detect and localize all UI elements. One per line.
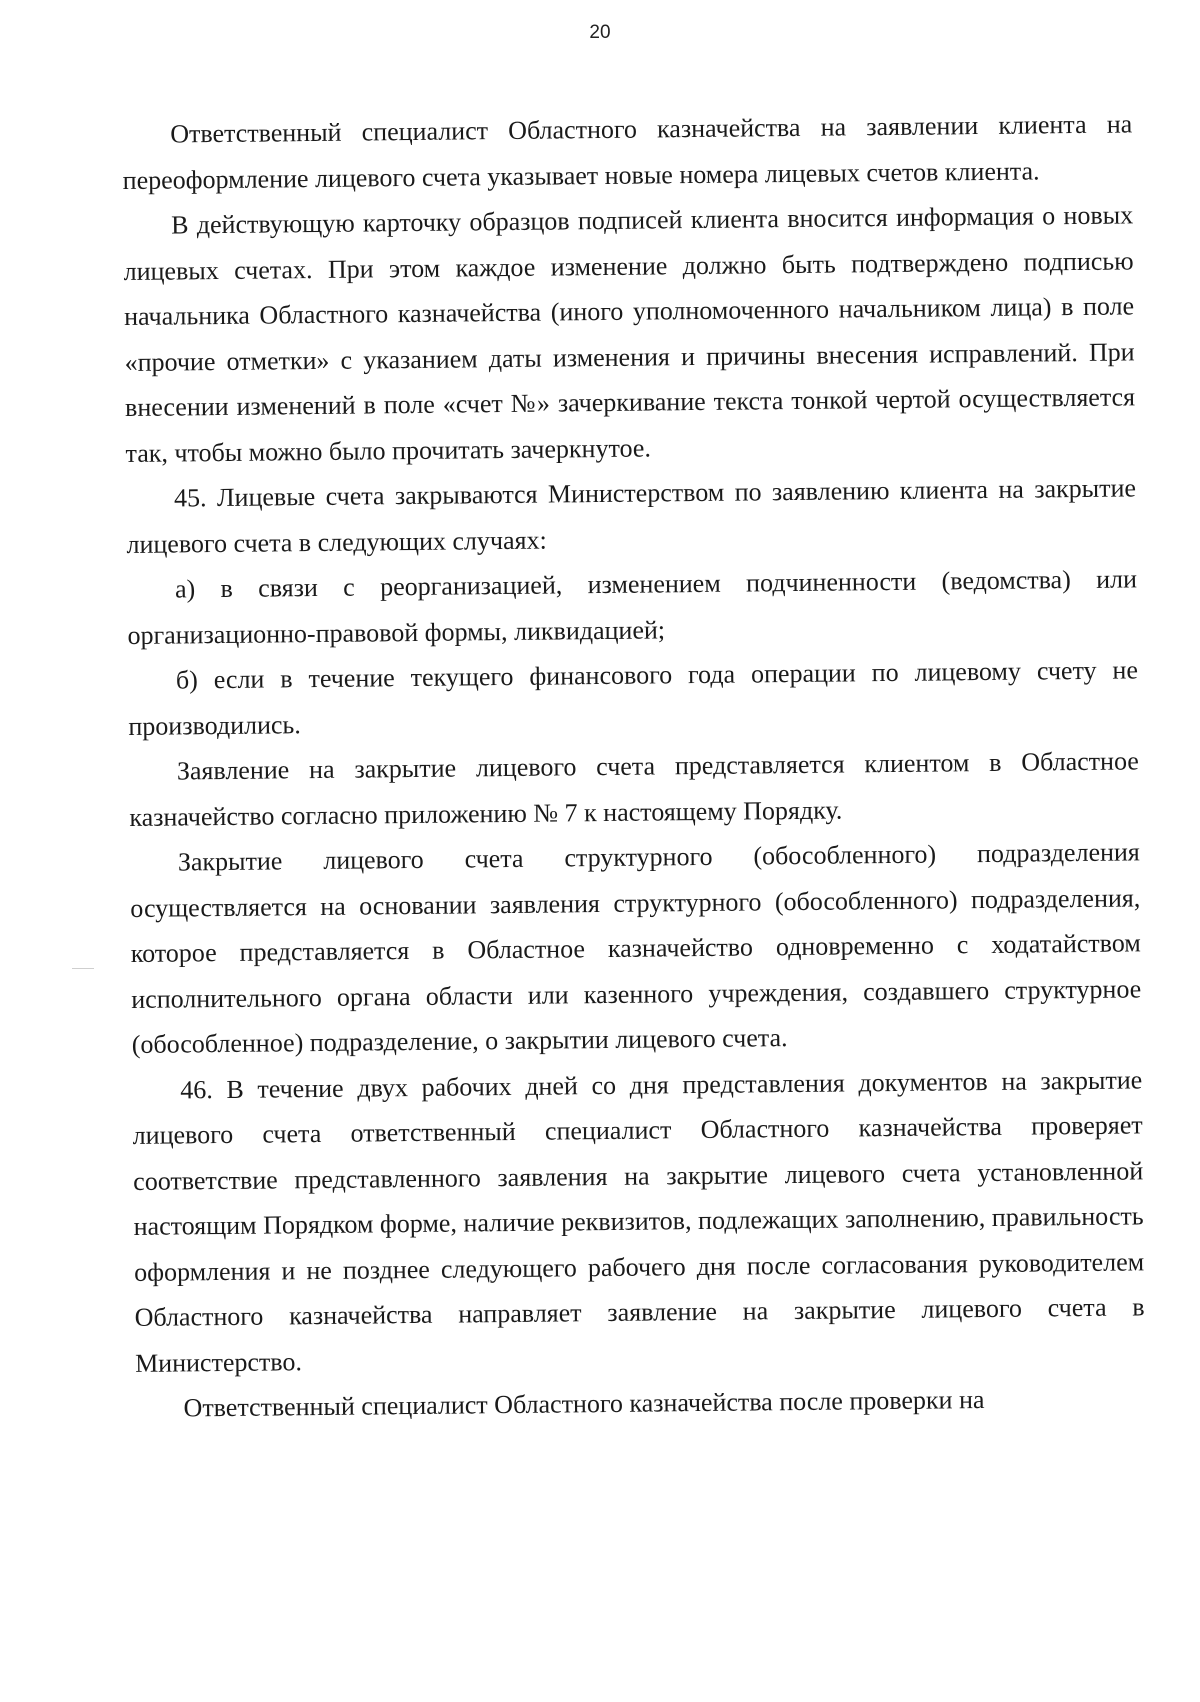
paragraph-signature-card: В действующую карточку образцов подписей клиента вносится информация о новых лицевых счетах. При этом каждое изменение должно быть подтверждено подписью начальника Областного казначейства (иного уполномоченного начальником лица) в поле «прочие отметки» с указанием даты изменения и причины внесения исправлений. При внесении изменений в поле «счет №» зачеркивание текста тонкой чертой осуществляется так, чтобы можно было прочитать зачеркнутое. — [123, 200, 1136, 468]
paragraph-item-45-b: б) если в течение текущего финансового года операции по лицевому счету не производились. — [128, 655, 1139, 741]
paragraph-structural-division: Закрытие лицевого счета структурного (обособленного) подразделения осуществляется на основании заявления структурного (обособленного) подразделения, которое представляется в Областное казначейство одновременно с ходатайством исполнительного органа области или казенного учреждения, создавшего структурное (обособленное) подразделение, о закрытии лицевого счета. — [130, 837, 1142, 1059]
paragraph-item-45: 45. Лицевые счета закрываются Министерством по заявлению клиента на закрытие лицевого счета в следующих случаях: — [126, 473, 1137, 559]
page-number: 20 — [589, 22, 611, 43]
paragraph-item-45-a: а) в связи с реорганизацией, изменением подчиненности (ведомства) или организационно-правовой формы, ликвидацией; — [127, 564, 1138, 650]
paragraph-specialist-new-numbers: Ответственный специалист Областного казначейства на заявлении клиента на переоформление лицевого счета указывает новые номера лицевых счетов клиента. — [122, 109, 1133, 195]
document-body — [122, 101, 1146, 1431]
paragraph-closure-application: Заявление на закрытие лицевого счета представляется клиентом в Областное казначейство согласно приложению № 7 к настоящему Порядку. — [129, 746, 1140, 832]
paragraph-specialist-after-check: Ответственный специалист Областного казначейства после проверки на — [183, 1385, 985, 1423]
paragraph-item-46: 46. В течение двух рабочих дней со дня представления документов на закрытие лицевого счета ответственный специалист Областного казначейства проверяет соответствие представленного заявления на закрытие лицевого счета установленной настоящим Порядком форме, наличие реквизитов, подлежащих заполнению, правильность оформления и не позднее следующего рабочего дня после согласования руководителем Областного казначейства направляет заявление на закрытие лицевого счета в Министерство. — [132, 1064, 1145, 1378]
scan-margin-mark — [72, 968, 94, 969]
